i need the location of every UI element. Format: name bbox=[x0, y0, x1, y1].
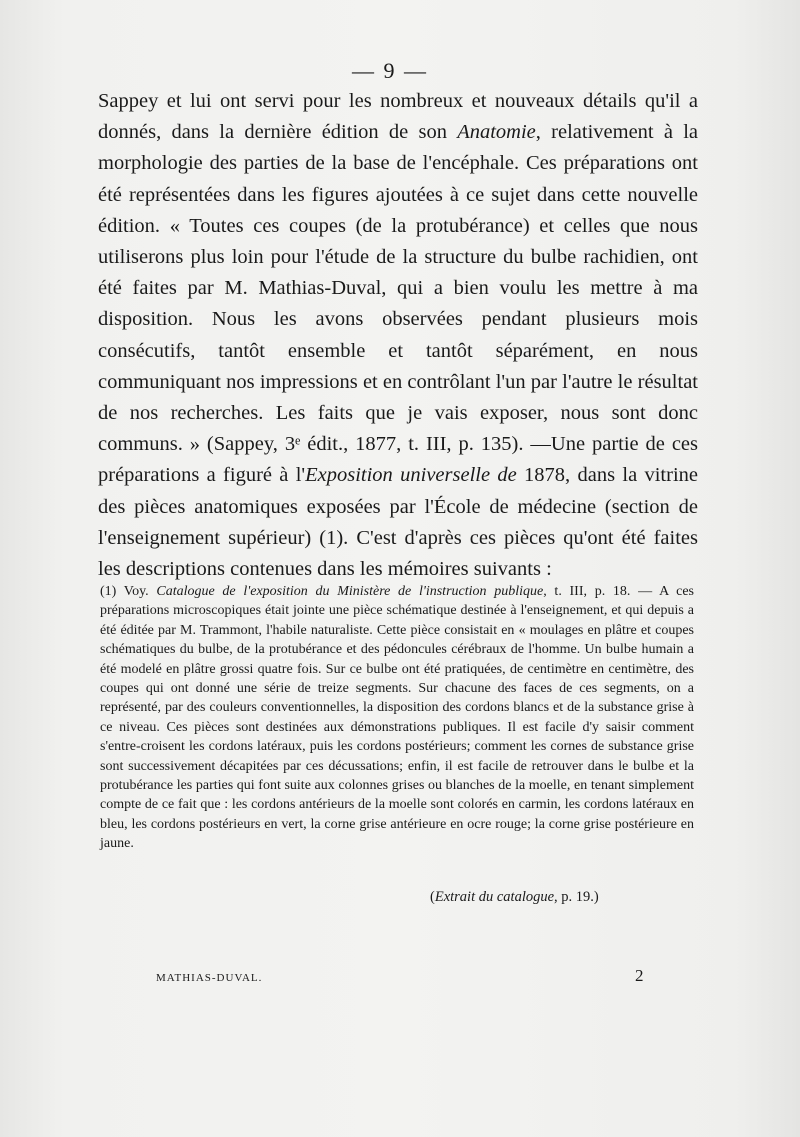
signature-mark: MATHIAS-DUVAL. bbox=[156, 972, 263, 984]
footnote-part-2: , t. III, p. 18. — A ces préparations microscopiques était jointe une pièce schématique destinée à l'enseignement, et qui depuis a été éditée par M. Trammont, l'habile naturaliste. Cette pièce consistait en « moulages en plâtre et coupes schématiques du bulbe, de la protubérance et des pédoncules cérébraux de l'homme. Un bulbe humain a été modelé en plâtre grossi quatre fois. Sur ce bulbe ont été pratiquées, de centimètre en centimètre, des coupes qui ont donné une série de treize segments. Sur chacune des faces de ces segments, on a représenté, par des couleurs conventionnelles, la disposition des cordons blancs et de la substance grise à ce niveau. Ces pièces sont destinées aux démonstrations publiques. Il est facile d'y saisir comment s'entre-croisent les cordons latéraux, puis les cordons postérieurs; comment les cornes de substance grise sont successivement décapitées par ces décussations; enfin, il est facile de retrouver dans le bulbe et la protubérance les parties qui font suite aux colonnes grises ou blanches de la moelle, en tenant simplement compte de ce fait que : les cordons antérieurs de la moelle sont colorés en carmin, les cordons latéraux en bleu, les cordons postérieurs en vert, la corne grise antérieure en ocre rouge; la corne grise postérieure en jaune. bbox=[100, 584, 694, 852]
page-number: — 9 — bbox=[352, 58, 428, 83]
footnote-attribution bbox=[430, 889, 599, 906]
attribution-rest: , p. 19.) bbox=[554, 889, 599, 905]
main-text-part-2: , relativement à la morphologie des parties de la base de l'encéphale. Ces préparations ont été représentées dans les figures ajoutées à ce sujet dans cette nouvelle édition. « Toutes ces coupes (de la protubérance) et celles que nous utiliserons plus loin pour l'étude de la structure du bulbe rachidien, ont été faites par M. Mathias-Duval, qui a bien voulu les mettre à ma disposition. Nous les avons observées pendant plusieurs mois consécutifs, tantôt ensemble et tantôt séparément, en nous communiquant nos impressions et en contrôlant l'un par l'autre le résultat de nos recherches. Les faits que je vais exposer, nous sont donc communs. » (Sappey, 3ᵉ édit., 1877, t. III, p. 135). —Une partie de ces préparations a figuré à l' bbox=[98, 121, 699, 487]
attribution-open: ( bbox=[430, 889, 435, 905]
footnote-paragraph bbox=[100, 582, 694, 854]
exposition-title: Exposition universelle de bbox=[305, 464, 517, 487]
footnote-part-1: (1) Voy. bbox=[100, 584, 157, 599]
attribution-title: Extrait du catalogue bbox=[434, 889, 555, 905]
main-text bbox=[98, 86, 698, 585]
anatomie-title: Anatomie bbox=[457, 121, 536, 144]
main-text-part-1: Sappey et lui ont servi pour les nombreux et nouveaux détails qu'il a donnés, dans la dernière édition de son bbox=[98, 90, 698, 144]
sheet-number: 2 bbox=[635, 966, 644, 985]
catalogue-title: Catalogue de l'exposition du Ministère de l'instruction publique bbox=[156, 584, 544, 599]
main-paragraph bbox=[98, 86, 698, 585]
footnote bbox=[100, 582, 694, 854]
main-text-part-3: 1878, dans la vitrine des pièces anatomiques exposées par l'École de médecine (section de l'enseignement supérieur) (1). C'est d'après ces pièces qu'ont été faites les descriptions contenues dans les mémoires suivants : bbox=[98, 464, 698, 581]
